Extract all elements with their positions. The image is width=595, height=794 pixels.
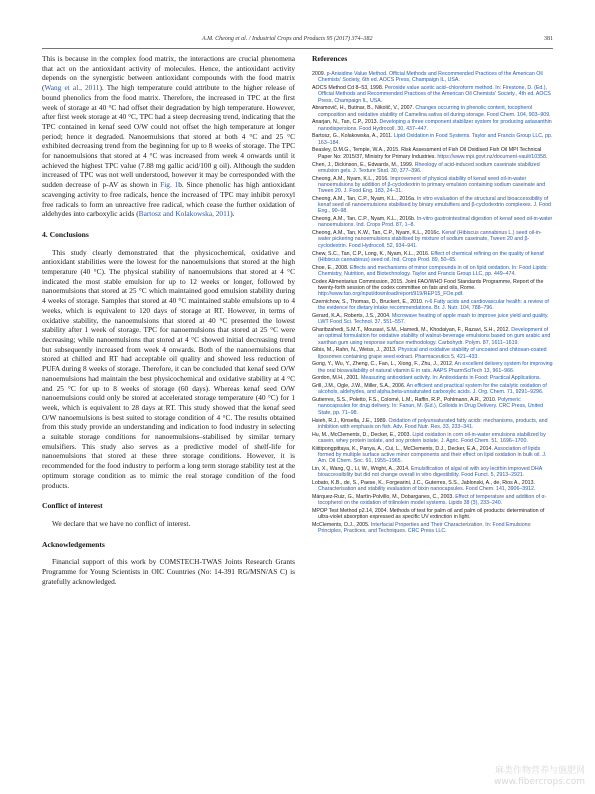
- reference-item: [312, 375, 553, 381]
- reference-source-link[interactable]: Taylor and Francis Group LLC, pp. 163–184.: [318, 133, 553, 146]
- reference-authors: Anarjan, N., Tan, C.P., 2013.: [312, 119, 380, 126]
- reference-authors: Grill, J.M., Ogle, J.W., Miller, S.A., 2006.: [312, 383, 407, 390]
- paragraph-discussion: [42, 54, 295, 219]
- right-column: [312, 54, 553, 784]
- reference-authors: Gordon, M.H., 2001.: [312, 375, 362, 382]
- reference-authors: Abramovič, H., Butinar, B., Nikolič, V., 2007.: [312, 105, 416, 112]
- reference-title-link[interactable]: An excellent delivery system for improving the oral bioavailability of natural vitamin E in rats.: [318, 361, 553, 374]
- reference-item: [312, 105, 553, 118]
- reference-title-link[interactable]: Oxidation of polyunsaturated fatty acids: mechanisms, products, and inhibition with emphasis on fish.: [318, 417, 548, 430]
- reference-title-link[interactable]: Association of lipids formed by multiple surface active minor components and their effect on lipid oxidation in bulk oil.: [318, 445, 541, 458]
- reference-title-link[interactable]: n-6 Fatty acids and cardiovascular health: a review of the evidence for dietary intake recommendations.: [318, 298, 549, 312]
- reference-item: [312, 133, 553, 146]
- reference-item: [312, 432, 553, 445]
- reference-title-link[interactable]: Developing a three component stabilizer system for producing astaxanthin nanodispersions.: [318, 119, 552, 132]
- watermark: [445, 766, 585, 788]
- text-segment: This is because in the complex food matrix, the interactions are crucial phenomena that act on the antioxidant activity of molecules. Hence, the antioxidant activity depends on the synergistic between antioxidant compounds with the food matrix (: [42, 54, 295, 93]
- reference-source-link[interactable]: LWT Food Sci. Technol. 37, 551–557.: [318, 319, 406, 326]
- reference-source-link[interactable]: J. Am. Oil Chem. Soc. 91, 1955–1965.: [318, 451, 547, 465]
- reference-authors: Czernichow, S., Thomas, D., Bruckert, E., 2010.: [312, 298, 425, 305]
- reference-authors: McClements, D.J., 2005.: [312, 522, 371, 529]
- reference-item: [312, 85, 553, 104]
- reference-title-link[interactable]: Effects and mechanisms of minor compounds in oil on lipid oxidation. In: Food Lipids: Chemistry, Nutrition, and Biotechnology.: [318, 264, 548, 277]
- reference-authors: Choe, E., 2008.: [312, 264, 350, 271]
- reference-title-link[interactable]: https://www.mpi.govt.nz/document-vault/10358.: [437, 153, 548, 160]
- section-heading-conclusions: 4. Conclusions: [42, 229, 89, 239]
- reference-title-link[interactable]: Polymeric nanocapsules for drug delivery. In: Fanun, M. (Ed.), Colloids in Drug Delivery.: [318, 397, 521, 410]
- reference-source-link[interactable]: Carbohydr. Polym. 87, 1611–1619.: [436, 339, 519, 346]
- paragraph-acknowledgements: Financial support of this work by COMSTECH-TWAS Joints Research Grants Programme for Young Scientists in OIC Countries (No: 14-391 RG/MSN/AS C) is gratefully acknowledged.: [42, 557, 295, 586]
- reference-authors: Hu, M., McClements, D., Decker, E., 2003.: [312, 431, 413, 438]
- reference-authors: Bartosz, G., Kolakowska, A., 2011.: [312, 133, 394, 140]
- paragraph-conclusions: This study clearly demonstrated that the physicochemical, oxidative and antioxidant stabilities were the lowest for the nanoemulsions that stored at the high temperature (40 °C). The physical stability of nanoemulsions that stored at 4 °C indicated the most stable emulsion for up to 12 weeks or longer, followed by nanoemulsions that stored at 25 °C which maintained good emulsion stability during 4 weeks of storage. Samples that stored at 40 °C maintained stable emulsions up to 4 weeks, which is equivalent to 120 days of storage at RT. However, in terms of oxidative stability, the nanoemulsions that stored at 40 °C presented the lowest stability after 1 week of storage. TPC for nanoemulsions that stored at 25 °C were decreasing; while nanoemulsions that stored at 4 °C showed initial decreasing trend but subsequently increased from week 4 onwards. Both of the nanoemulsions that stored at chilled and RT had acceptable oil quality and showed less reduction of PUFA during 8 weeks of storage. Therefore, it can be concluded that kenaf seed O/W nanoemulsions had maintain the best physicochemical and oxidative stability at 4 °C and 25 °C for up to 8 weeks of storage (60 days). Whereas kenaf seed O/W nanoemulsions could only be stored at accelerated storage temperature (40 °C) for 1 week, which is equivalent to 28 days at RT. This study showed that the kenaf seed O/W nanoemulsions is best suited to storage condition of 4 °C. The results obtained from this study provide an understanding and indication to food industry in selecting a suitable storage conditions for nanoemulsions–stabilised by similar ternary emulsifiers. This study also serves as a predictive model of shelf-life for nanoemulsions that stored at these three storage conditions. However, it is recommended for the food industry to perform a long term storage stability test at the optimum storage condition as to mimic the real storage condition of the food products.: [42, 247, 295, 490]
- text-segment: ).: [230, 209, 235, 219]
- reference-title-link[interactable]: Changes occurring in phenolic content, tocopherol composition and oxidative stability of Camelina sativa oil during storage.: [318, 105, 533, 118]
- reference-source-link[interactable]: CRC Press, United State, pp. 71–98.: [318, 403, 544, 416]
- reference-source-link[interactable]: Ind. Crops Prod. 89, 50–65.: [390, 256, 457, 263]
- reference-authors: Beasley, D.M.G., Temple, W.A., 2015. Risk Assessment of Fish Oil Oxidised Fish Oil MPI Technical Paper No: 2015/37, Ministry for Primary Industries.: [312, 147, 542, 160]
- reference-title-link[interactable]: In-vitro gastrointestinal digestion of kenaf seed oil-in-water nanoemulsions.: [318, 216, 553, 229]
- reference-authors: Lin, X., Wang, Q., Li, W., Wright, A., 2014.: [312, 465, 411, 472]
- reference-item: [312, 251, 553, 264]
- reference-item: [312, 508, 553, 521]
- reference-item: [312, 446, 553, 465]
- reference-source-link[interactable]: J. Agric. Food Chem. 51, 1696–1700.: [439, 437, 528, 444]
- reference-authors: Cheong, A.M., Tan, C.P., Nyam, K.L., 2016b.: [312, 216, 417, 223]
- reference-source-link[interactable]: Lipids 38 (3), 233–240.: [447, 500, 503, 507]
- reference-authors: Márquez-Ruiz, G., Martín-Polvillo, M., Dobarganes, C., 2003.: [312, 494, 456, 501]
- reference-title-link[interactable]: p-Anisidine Value Method. Official Methods and Recommended Practices of the American Oil Chemists' Society, 6th ed. AOCS Press, Champaign IL, USA.: [318, 71, 543, 84]
- reference-source-link[interactable]: AAPS PharmSciTech 13, 961–966.: [431, 367, 515, 374]
- section-heading-acknowledgements: Acknowledgements: [42, 539, 105, 549]
- reference-item: [312, 383, 553, 396]
- left-column: [42, 54, 295, 774]
- reference-source-link[interactable]: Adv. Food Nutr. Res. 33, 233–341.: [391, 423, 474, 430]
- reference-title-link[interactable]: http://www.fao.org/input/download/report/919/REP15_FOe.pdf.: [318, 291, 464, 298]
- section-heading-conflict: Conflict of interest: [42, 501, 103, 511]
- reference-title-link[interactable]: Rheology of acid-induced sodium caseinate stabilized emulsion gels.: [318, 161, 540, 174]
- reference-source-link[interactable]: Pharmaceutics 5, 421–433.: [413, 353, 479, 360]
- reference-source-link[interactable]: CRC Press LLC.: [406, 528, 447, 535]
- reference-title-link[interactable]: Effect of chemical refining on the quality of kenaf (Hibiscus cannabinus) seed oil.: [318, 250, 544, 263]
- reference-authors: Hsieh, R.J., Kinsella, J.E., 1989.: [312, 417, 389, 424]
- watermark-line2: www.fibercrops.com: [494, 777, 585, 787]
- reference-list: [312, 71, 553, 535]
- reference-item: [312, 176, 553, 195]
- reference-title-link[interactable]: Peroxide value acetic acid–chloroform method. In: Firestone, D. (Ed.), Official Methods and Recommended Practices of the American Oil Chemists' Society., 4th ed. AOCS Press, Champaign IL, USA.: [318, 85, 551, 104]
- reference-item: [312, 313, 553, 326]
- reference-title-link[interactable]: Effect of temperature and addition of α-tocopherol on the oxidation of trilinolein model systems.: [318, 494, 547, 507]
- reference-authors: Cheong, A.M., Tan, K.W., Tan, C.P., Nyam, K.L., 2016c.: [312, 230, 442, 237]
- reference-item: [312, 230, 553, 249]
- reference-authors: Cheong, A.M., Nyam, K.L., 2016.: [312, 175, 391, 182]
- reference-authors: AOCS Method Cd 8–53, 1998.: [312, 85, 385, 92]
- header-rule: [42, 48, 553, 49]
- reference-title-link[interactable]: An efficient and practical system for the catalytic oxidation of alcohols, aldehydes, and alpha,beta-unsaturated carboxylic acids.: [318, 383, 547, 396]
- reference-title-link[interactable]: In vitro evaluation of the structural and bioaccessibility of kenaf seed oil nanoemulsions stabilised by binary emulsifiers and β-cyclodextrin complexes.: [318, 195, 549, 209]
- reference-source-link[interactable]: J. Food Eng., 90–98.: [318, 202, 551, 215]
- reference-title-link[interactable]: Emulsification of algal oil with soy lecithin improved DHA bioaccessibility but did not change overall in vitro digestibility.: [318, 465, 542, 479]
- reference-item: [312, 279, 553, 298]
- reference-title-link[interactable]: Microwave heating of apple mash to improve juice yield and quality.: [391, 312, 549, 319]
- text-segment: ). The high temperature could attribute to the higher release of bound phenolics from the food matrix. Therefore, the increased in TPC at the first week of storage at 40 °C had offset their degradation by high temperature. However, after first week storage at 40 °C, TPC had a steep decreasing trend, indicating that the TPC contained in kenaf seed O/W could not offset the high temperature at longer period; hence it degraded. Nanoemulsions that stored at both 4 °C and 25 °C exhibited decreasing trend from the beginning for up to 8 weeks of storage. The TPC for nanoemulsions that stored at 4 °C was increased from week 4 onwards until it achieved the highest TPC value (7.88 mg gallic acid/100 g oil). Although the sudden increased of TPC was not well understood, however it may be corresponded with the sudden decrease of p-AV as shown in: [42, 83, 295, 190]
- reference-item: [312, 347, 553, 360]
- reference-title-link[interactable]: Characterisation and stability evaluation of bixin nanocapsules.: [318, 486, 465, 493]
- reference-source-link[interactable]: Br. J. Nutr. 104, 788–796.: [432, 305, 494, 312]
- reference-source-link[interactable]: J. Org. Chem. 71, 9291–9296.: [471, 389, 544, 396]
- reference-authors: 2009.: [312, 71, 327, 77]
- reference-title-link[interactable]: Interfacial Properties and Their Characterization. In: Food Emulsions: Principles, Practices, and Techniques.: [318, 522, 532, 535]
- reference-item: [312, 216, 553, 229]
- reference-title-link[interactable]: Development of an optimal formulation for oxidative stability of walnut-beverage emulsions based on gum arabic and xanthan gum using response surface methodology.: [318, 327, 551, 346]
- running-header: [42, 36, 553, 48]
- reference-authors: Gong, Y., Wu, Y., Zheng, C., Fan, L., Xiong, F., Zhu, J., 2012.: [312, 361, 455, 368]
- reference-authors: Gutierres, S.S., Poletto, F.S., Colomé, L.M., Raffin, R.P., Pohlmann, A.R., 2010.: [312, 397, 498, 404]
- references-heading: References: [312, 54, 348, 63]
- reference-item: [312, 196, 553, 215]
- reference-item: [312, 361, 553, 374]
- citation-link[interactable]: Bartosz and Kolakowska, 2011: [138, 209, 231, 219]
- reference-authors: Kiittipongpittaya, K., Panya, A., Cui, L., McClements, D.J., Decker, E.A., 2014.: [312, 445, 495, 452]
- reference-authors: Gharibzahedi, S.M.T., Mousavi, S.M., Hamedi, M., Khodaiyan, F., Razavi, S.H., 2012.: [312, 327, 512, 333]
- reference-source-link[interactable]: Taylor and Francis Group LLC, pp. 449–474.: [410, 270, 516, 277]
- reference-item: [312, 522, 553, 535]
- reference-authors: Chen, J., Dickinson, E., Edwards, M., 1999.: [312, 161, 415, 168]
- reference-item: [312, 494, 553, 507]
- reference-item: [312, 162, 553, 175]
- reference-authors: Cheong, A.M., Tan, C.P., Nyam, K.L., 2016a.: [312, 195, 417, 202]
- reference-item: [312, 466, 553, 479]
- reference-item: [312, 265, 553, 278]
- citation-link[interactable]: Wang et al., 2011: [44, 83, 100, 93]
- watermark-line1: 麻类作物营养与施肥网: [494, 766, 585, 776]
- reference-item: [312, 71, 553, 84]
- reference-item: [312, 327, 553, 346]
- reference-authors: Gibis, M., Rahn, N., Weiss, J., 2013.: [312, 347, 398, 354]
- reference-authors: Lobato, K.B., de, S., Paese, K., Forgearini, J.C., Guterres, S.S., Jablonski, A., de, Rios A., 2013.: [312, 479, 535, 486]
- reference-item: [312, 418, 553, 431]
- reference-source-link[interactable]: Food Chem. 141, 3906–3912.: [464, 486, 536, 493]
- reference-source-link[interactable]: Ind. Crops Prod. 87, 1–8.: [354, 222, 415, 229]
- reference-source-link[interactable]: J. Texture Stud. 30, 377–396.: [351, 167, 422, 174]
- reference-item: [312, 480, 553, 493]
- reference-authors: Codex Alimentarius Commission, 2015. Joint FAO/WHO Food Standards Programme, Report of the twenty-forth session of the codex committee on fats and oils, Rome.: [312, 278, 544, 291]
- reference-authors: Chew, S.C., Tan, C.P., Long, K., Nyam, K.L., 2016.: [312, 250, 431, 257]
- figure-link[interactable]: Fig. 1: [160, 180, 179, 190]
- reference-source-link[interactable]: Food Hydrocoll. 30, 437–447.: [357, 125, 429, 132]
- reference-item: [312, 397, 553, 416]
- reference-authors: Gerard, K.A., Roberts, J.S., 2004.: [312, 312, 392, 319]
- reference-title-link[interactable]: Physical and oxidative stability of uncoated and chitosan-coated liposomes containing grape seed extract.: [318, 347, 547, 360]
- page-number: 381: [544, 36, 553, 42]
- reference-source-link[interactable]: Food Chem. 104, 903–909.: [485, 111, 551, 118]
- paragraph-conflict: We declare that we have no conflict of interest.: [52, 518, 191, 528]
- reference-item: [312, 147, 553, 160]
- reference-item: [312, 119, 553, 132]
- reference-title-link[interactable]: Lipid Oxidation in Food Systems.: [393, 133, 471, 140]
- reference-authors: MPOP Test Method p2.14, 2004. Methods of test for palm oil and palm oil products: determination of ultra-violet absorption expressed as specific UV extinction in light.: [312, 508, 545, 521]
- reference-title-link[interactable]: Measuring antioxidant activity. In: Antioxidants in Food: Practical Applications.: [361, 375, 541, 382]
- reference-source-link[interactable]: Food Hydrocoll. 52, 934–941.: [347, 242, 418, 249]
- reference-title-link[interactable]: Kenaf (Hibiscus cannabinus L.) seed oil-in-water pickering nanoemulsions stabilised by mixture of sodium caseinate, Tween 20 and β-cyclodextrin.: [318, 230, 542, 249]
- running-head: A.M. Cheong et al. / Industrial Crops and Products 95 (2017) 374–382: [202, 36, 373, 42]
- reference-source-link[interactable]: J. Food Eng. 183, 24–31.: [342, 188, 403, 195]
- reference-item: [312, 299, 553, 312]
- text-segment: b. Since phenolic has high antioxidant scavenging activity to free radicals, hence the increased of TPC may inhibit peroxyl free radicals to form an unreactive free radical, which cease the further oxidation of aldehydes into carboxylic acids (: [42, 180, 295, 219]
- reference-title-link[interactable]: Lipid oxidation in corn oil-in-water emulsions stabilized by casein, whey protein isolate, and soy protein isolate.: [318, 431, 546, 444]
- reference-title-link[interactable]: Improvement of physical stability of kenaf seed oil-in-water nanoemulsions by addition of β-cyclodextrin to primary emulsion containing sodium caseinate and Tween 20.: [318, 175, 546, 195]
- reference-source-link[interactable]: Food Funct. 5, 2913–2921.: [459, 472, 525, 479]
